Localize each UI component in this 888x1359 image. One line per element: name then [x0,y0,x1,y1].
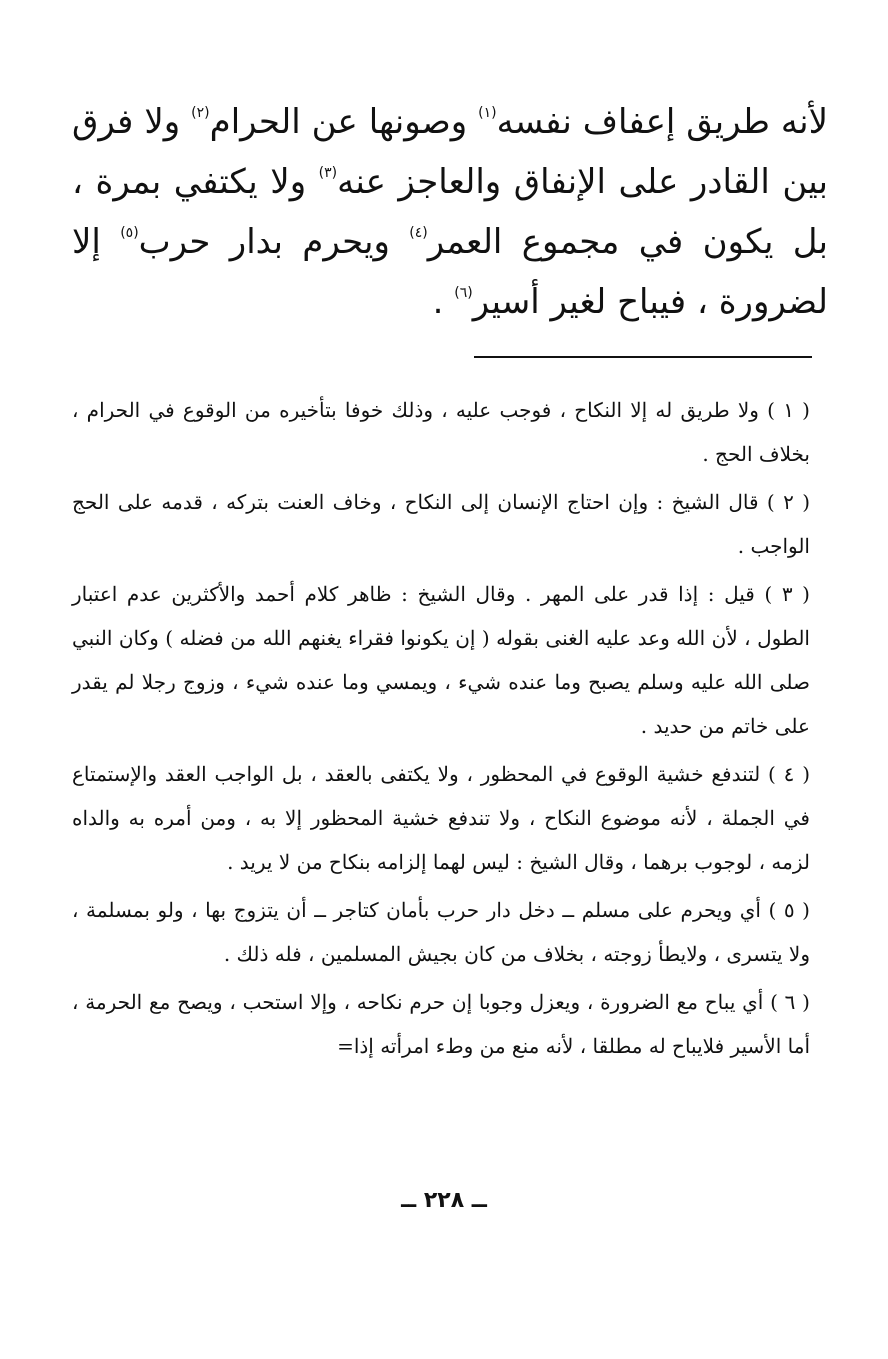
page-number: ــ ٢٢٨ ــ [401,1188,487,1213]
footnote-5: ( ٥ ) أي ويحرم على مسلم ــ دخل دار حرب بأمان كتاجر ــ أن يتزوج بها ، ولو بمسلمة ، ولا يتسرى ، ولايطأ زوجته ، بخلاف من كان بجيش المسلمين ، فله ذلك . [72,898,810,966]
main-text-segment: لأنه طريق إعفاف نفسه [496,102,828,142]
footnotes-section [72,388,810,1072]
footnote-1: ( ١ ) ولا طريق له إلا النكاح ، فوجب عليه ، وذلك خوفا بتأخيره من الوقوع في الحرام ، بخلاف الحج . [72,398,810,466]
footnote-ref-2: (٢) [191,105,210,121]
footnote-3: ( ٣ ) قيل : إذا قدر على المهر . وقال الشيخ : ظاهر كلام أحمد والأكثرين عدم اعتبار الطول ، لأن الله وعد عليه الغنى بقوله ( إن يكونوا فقراء يغنهم الله من فضله ) وكان النبي صلى الله عليه وسلم يصبح وما عنده شيء ، ويمسي وما عنده شيء ، وزوج رجلا لم يقدر على خاتم من حديد . [72,582,810,738]
footnote-2: ( ٢ ) قال الشيخ : وإن احتاج الإنسان إلى النكاح ، وخاف العنت بتركه ، قدمه على الحج الواجب . [72,490,811,558]
main-text-segment: . [432,282,455,322]
main-text [72,92,828,332]
footnote-ref-4: (٤) [409,225,428,241]
main-text-segment: ولا فرق بين القادر على الإنفاق والعاجز عنه [72,102,828,202]
footnote-separator [474,356,812,358]
footnote-ref-3: (٣) [318,165,338,181]
main-text-segment: ويحرم بدار حرب [138,222,410,262]
footnote-4: ( ٤ ) لتندفع خشية الوقوع في المحظور ، ولا يكتفى بالعقد ، بل الواجب العقد والإستمتاع في الجملة ، لأنه موضوع النكاح ، ولا تندفع خشية المحظور إلا به ، ومن أمره به والداه لزمه ، لوجوب برهما ، وقال الشيخ : ليس لهما إلزامه بنكاح من لا يريد . [72,762,810,874]
footnote-ref-1: (١) [478,105,497,121]
footnote-6: ( ٦ ) أي يباح مع الضرورة ، ويعزل وجوبا إن حرم نكاحه ، وإلا استحب ، ويصح مع الحرمة ، أما الأسير فلايباح له مطلقا ، لأنه منع من وطء امرأته إذا= [72,990,810,1058]
footnote-ref-5: (٥) [120,225,139,241]
footnote-ref-6: (٦) [454,285,473,301]
main-text-segment: وصونها عن الحرام [209,102,479,142]
main-text-segment: ولا يكتفي بمرة ، بل يكون في مجموع العمر [72,162,828,262]
main-text-segment: إلا لضرورة ، فيباح لغير أسير [72,222,828,322]
